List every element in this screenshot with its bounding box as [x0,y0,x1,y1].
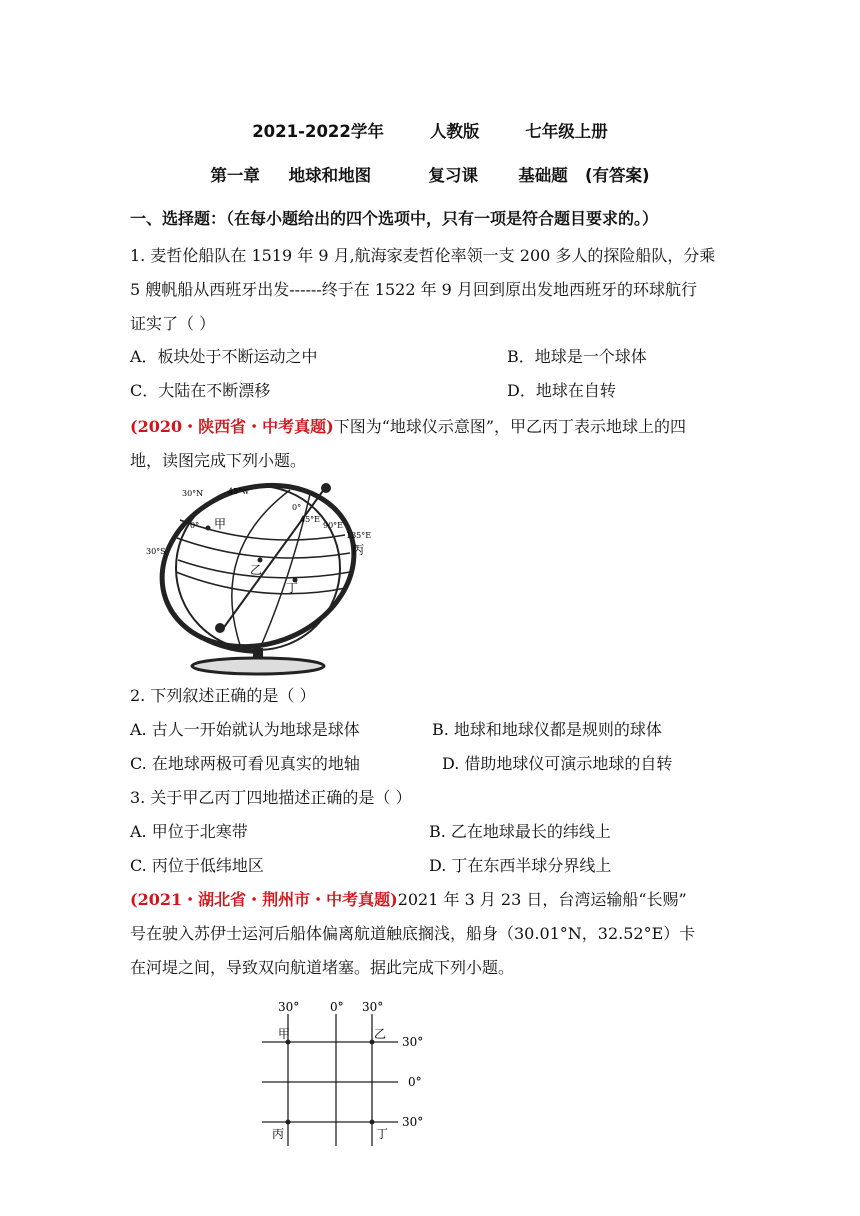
q2-stem: 2. 下列叙述正确的是（ ） [130,686,316,705]
section-heading: 一、选择题：（在每小题给出的四个选项中，只有一项是符合题目要求的。） [130,209,659,228]
axis-bottom-cap [215,623,225,633]
point-jia: 甲 [214,517,227,531]
globe-figure [140,480,372,678]
q1-stem-line3: 证实了（ ） [130,314,216,333]
grid-point-yi: 乙 [374,1027,387,1041]
q2-option-c: C. 在地球两极可看见真实的地轴 [130,754,360,773]
q2-option-d: D. 借助地球仪可演示地球的自转 [442,754,673,773]
intro1-source: (2020・陕西省・中考真题) [130,417,334,436]
intro2-source: (2021・湖北省・荆州市・中考真题) [130,890,398,909]
label-0-meridian: 0° [292,503,302,512]
intro2-line3: 在河堤之间，导致双向航道堵塞。据此完成下列小题。 [130,958,515,977]
intro1-line2: 地，读图完成下列小题。 [130,451,307,470]
intro2-text: 2021 年 3 月 23 日，台湾运输船“长赐” [397,890,687,909]
latitude-30n [180,520,345,540]
document-title: 2021-2022学年 人教版 七年级上册 [252,122,608,141]
point-ding: 丁 [286,581,299,595]
q3-option-d: D. 丁在东西半球分界线上 [429,856,612,875]
q1-stem-line2: 5 艘帆船从西班牙出发------终于在 1522 年 9 月回到原出发地西班牙的环球航行 [130,280,697,299]
grid-top-label-2: 0° [330,1000,344,1014]
grid-top-label-1: 30° [278,1000,300,1014]
grid-figure [258,996,438,1156]
document-subtitle: 第一章 地球和地图 复习课 基础题 (有答案) [210,166,650,185]
point-yi: 乙 [250,563,263,577]
label-30n: 30°N [182,489,204,498]
globe-stand-base [192,658,324,674]
intro1-text: 下图为“地球仪示意图”，甲乙丙丁表示地球上的四 [333,417,687,436]
grid-right-label-2: 0° [408,1075,422,1089]
label-45w: 45°w [228,487,250,496]
q3-option-c: C. 丙位于低纬地区 [130,856,264,875]
q1-option-c: C．大陆在不断漂移 [130,381,271,400]
label-90e: 90°E [323,521,344,530]
grid-point-ding: 丁 [376,1127,389,1141]
q1-option-d: D．地球在自转 [507,381,616,400]
label-135e: 135°E [346,531,372,540]
intro2-line1 [130,889,687,911]
intro1-line1 [130,416,686,438]
q2-option-b: B. 地球和地球仪都是规则的球体 [432,720,662,739]
q1-stem-line1: 1. 麦哲伦船队在 1519 年 9 月,航海家麦哲伦率领一支 200 多人的探险船队，分乘 [130,246,716,265]
latitude-0 [177,538,350,558]
latitude-30s [178,560,350,578]
label-30s: 30°S [146,547,166,556]
label-45e: 45°E [300,515,321,524]
intro2-line2: 号在驶入苏伊士运河后船体偏离航道触底搁浅，船身（30.01°N，32.52°E）卡 [130,924,696,943]
grid-point-jia: 甲 [278,1027,291,1041]
axis-top-cap [321,483,331,493]
q1-option-a: A．板块处于不断运动之中 [130,347,318,366]
grid-point-bing: 丙 [272,1127,285,1141]
point-bing: 丙 [352,543,365,557]
q3-stem: 3. 关于甲乙丙丁四地描述正确的是（ ） [130,788,412,807]
grid-top-label-3: 30° [362,1000,384,1014]
grid-right-label-1: 30° [402,1035,424,1049]
q3-option-a: A. 甲位于北寒带 [130,822,248,841]
label-0-equator: 0° [190,521,200,530]
q1-option-b: B．地球是一个球体 [507,347,647,366]
q2-option-a: A. 古人一开始就认为地球是球体 [130,720,360,739]
q3-option-b: B. 乙在地球最长的纬线上 [429,822,611,841]
grid-right-label-3: 30° [402,1115,424,1129]
